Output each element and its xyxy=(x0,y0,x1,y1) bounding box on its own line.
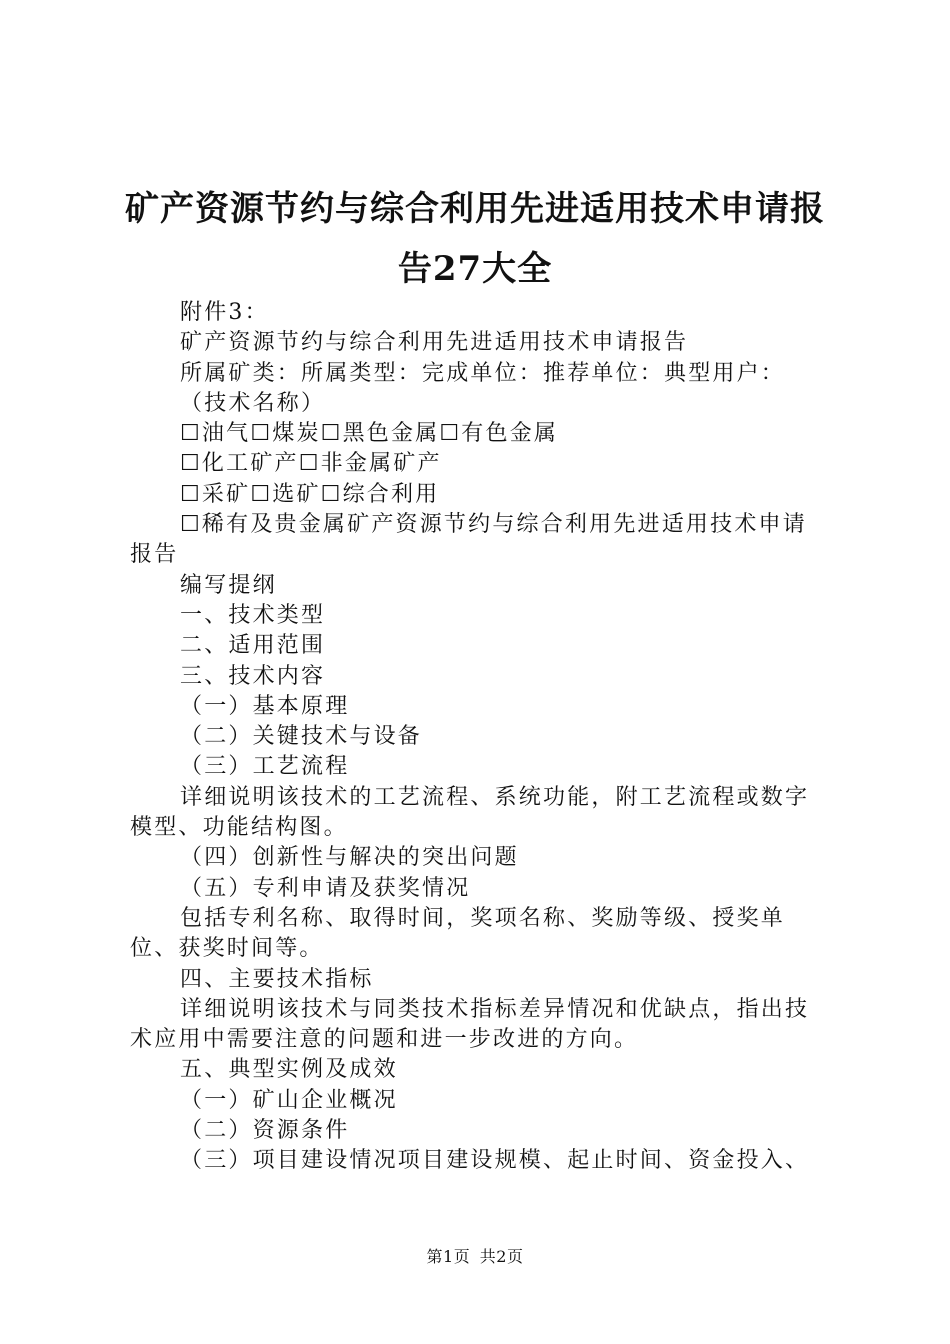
paragraph: ☐化工矿产☐非金属矿产 xyxy=(180,451,442,477)
paragraph: 详细说明该技术与同类技术指标差异情况和优缺点，指出技术应用中需要注意的问题和进一步改进的方向。 xyxy=(130,996,810,1053)
paragraph: 一、技术类型 xyxy=(180,602,326,628)
paragraph: 三、技术内容 xyxy=(180,663,326,689)
paragraph: 四、主要技术指标 xyxy=(180,966,374,992)
paragraph: （三）工艺流程 xyxy=(180,754,350,780)
paragraph: 包括专利名称、取得时间，奖项名称、奖励等级、授奖单位、获奖时间等。 xyxy=(130,905,786,962)
document-title-line-1: 矿产资源节约与综合利用先进适用技术申请报 xyxy=(125,189,825,229)
paragraph: ☐油气☐煤炭☐黑色金属☐有色金属 xyxy=(180,421,559,447)
paragraph: ☐采矿☐选矿☐综合利用 xyxy=(180,481,440,507)
paragraph: ☐稀有及贵金属矿产资源节约与综合利用先进适用技术申请报告 xyxy=(130,512,807,568)
paragraph: 二、适用范围 xyxy=(180,633,326,659)
page-number: 第1页 xyxy=(426,1247,471,1266)
paragraph: 详细说明该技术的工艺流程、系统功能，附工艺流程或数字模型、功能结构图。 xyxy=(130,784,810,841)
paragraph: （三）项目建设情况项目建设规模、起止时间、资金投入、 xyxy=(180,1148,810,1174)
paragraph: （技术名称） xyxy=(180,390,326,416)
paragraph: （二）关键技术与设备 xyxy=(180,724,423,750)
paragraph: 矿产资源节约与综合利用先进适用技术申请报告 xyxy=(180,330,689,356)
paragraph: （四）创新性与解决的突出问题 xyxy=(180,845,519,871)
paragraph: 附件3： xyxy=(180,300,269,325)
paragraph: 编写提纲 xyxy=(180,572,277,598)
document-title-line-2: 告27大全 xyxy=(397,249,553,289)
paragraph: （一）基本原理 xyxy=(180,693,350,719)
paragraph: 五、典型实例及成效 xyxy=(180,1057,398,1083)
paragraph: （一）矿山企业概况 xyxy=(180,1087,398,1113)
page-footer xyxy=(0,1244,950,1267)
paragraph: 所属矿类：所属类型：完成单位：推荐单位：典型用户： xyxy=(180,360,786,386)
document-body xyxy=(130,298,830,1177)
page-total: 共2页 xyxy=(479,1247,524,1266)
paragraph: （二）资源条件 xyxy=(180,1118,350,1144)
paragraph: （五）专利申请及获奖情况 xyxy=(180,875,471,901)
